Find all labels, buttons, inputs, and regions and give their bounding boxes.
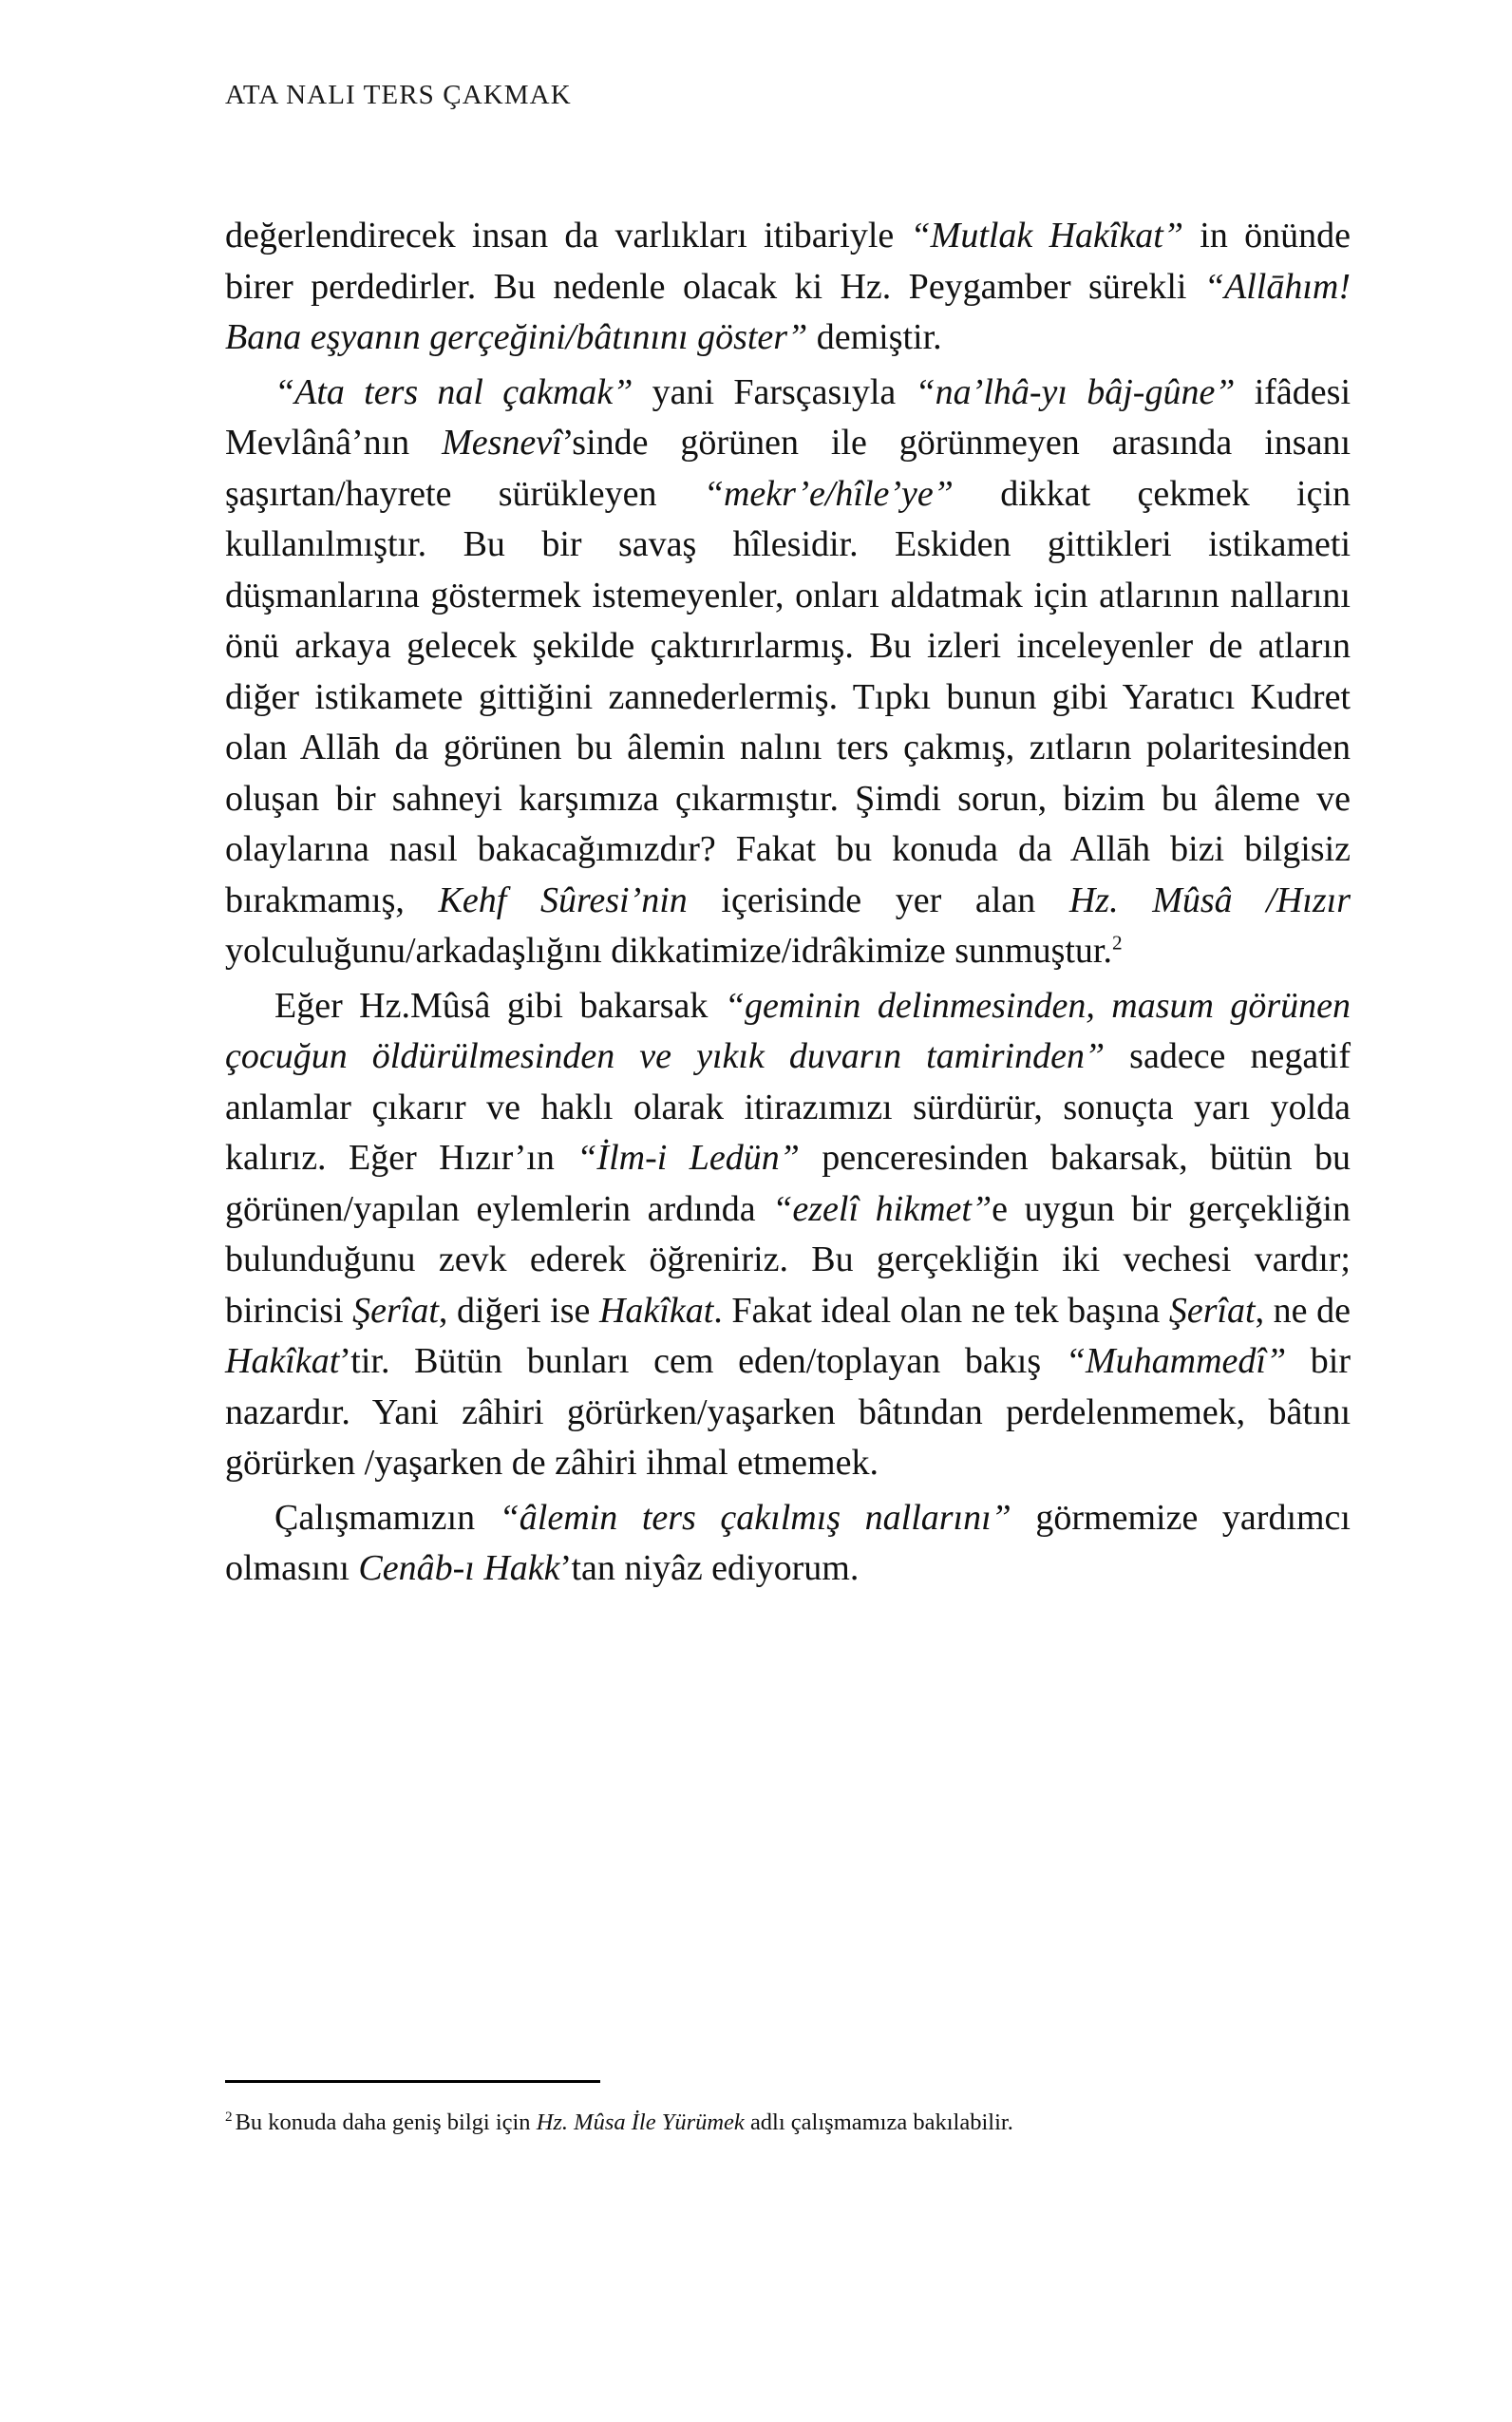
text-run: bir nazardır. Yani zâhiri görürken/yaşarken bâtından perdelenmemek, bâtını görürken /yaşarken de zâhiri ihmal etmemek. [225,1341,1351,1483]
text-run: Eğer Hz.Mûsâ gibi bakarsak [274,985,725,1026]
text-run: Çalışmamızın [274,1497,500,1538]
emphasis-text: Hz. Mûsa İle Yürümek [536,2110,745,2135]
emphasis-text: “na’lhâ-yı bâj-gûne” [915,371,1236,412]
body-text-block [225,211,1351,1595]
footnote-area [225,2080,1351,2142]
text-run: dikkat çekmek için kullanılmıştır. Bu bir savaş hîlesidir. Eskiden gittikleri istikameti düşmanlarına göstermek istemeyenler, onları aldatmak için atlarının nallarını önü arkaya gelecek şekilde çaktırırlarmış. Bu izleri inceleyenler de atların diğer istikamete gittiğini zannederlermiş. Tıpkı bunun gibi Yaratıcı Kudret olan Allāh da görünen bu âlemin nalını ters çakmış, zıtların polaritesinden oluşan bir sahneyi karşımıza çıkarmıştır. Şimdi sorun, bizim bu âleme ve olaylarına nasıl bakacağımızdır? Fakat bu konuda da Allāh bizi bilgisiz bırakmamış, [225,473,1351,920]
text-run: penceresinden bakarsak, bütün bu görünen/yapılan eylemlerin ardında [225,1138,1351,1229]
emphasis-text: Kehf Sûresi’nin [438,880,688,920]
text-run: e uygun bir gerçekliğin bulunduğunu zevk ederek öğreniriz. Bu gerçekliğin iki vechesi vardır; birincisi [225,1188,1351,1331]
emphasis-text: “âlemin ters çakılmış nallarını” [499,1497,1011,1538]
text-run: değerlendirecek insan da varlıkları itibariyle [225,216,911,255]
emphasis-text: Cenâb-ı Hakk [358,1548,560,1588]
emphasis-text: Şerîat [352,1290,439,1331]
paragraph [225,981,1351,1489]
running-head: ATA NALI TERS ÇAKMAK [225,80,572,110]
text-run: demiştir. [807,317,942,357]
text-run: ’tir. Bütün bunları cem eden/toplayan bakış [339,1341,1066,1381]
text-run: Bu konuda daha geniş bilgi için [235,2110,537,2135]
footnote-separator-rule [225,2080,600,2083]
paragraph [225,1493,1351,1595]
emphasis-text: “ezelî hikmet” [772,1188,992,1229]
emphasis-text: “Allāhım! Bana eşyanın gerçeğini/bâtınını göster” [225,266,1351,357]
emphasis-text: Şerîat [1168,1290,1256,1331]
text-run: in önünde birer perdedirler. Bu nedenle olacak ki Hz. Peygamber sürekli [225,216,1351,307]
emphasis-text: Hz. Mûsâ /Hızır [1068,880,1351,920]
emphasis-text: “geminin delinmesinden, masum görünen çocuğun öldürülmesinden ve yıkık duvarın tamirinden” [225,985,1351,1076]
text-run: . Fakat ideal olan ne tek başına [713,1290,1169,1331]
text-run: yolculuğunu/arkadaşlığını dikkatimize/idrâkimize sunmuştur. [225,931,1112,971]
text-run: ifâdesi Mevlânâ’nın [225,371,1351,463]
text-run: sadece negatif anlamlar çıkarır ve haklı olarak itirazımızı sürdürür, sonuçta yarı yolda kalırız. Eğer Hızır’ın [225,1036,1351,1178]
footnote-reference-marker[interactable]: 2 [1112,931,1123,955]
text-run: yani Farsçasıyla [633,371,916,412]
paragraph [225,368,1351,977]
text-run: içerisinde yer alan [687,880,1069,920]
footnote-item [225,2104,1351,2142]
text-run: ’tan niyâz ediyorum. [559,1548,860,1588]
emphasis-text: “mekr’e/hîle’ye” [703,473,954,514]
text-run: , diğeri ise [438,1290,599,1331]
emphasis-text: Mesnevî [442,423,562,463]
text-run: , ne de [1255,1290,1351,1331]
emphasis-text: Hakîkat [598,1290,714,1331]
emphasis-text: “İlm-i Ledün” [576,1138,800,1178]
emphasis-text: “Ata ters nal çakmak” [274,371,633,412]
emphasis-text: Hakîkat [225,1341,340,1381]
text-run: görmemize yardımcı olmasını [225,1497,1351,1588]
footnote-number: 2 [225,2108,233,2125]
emphasis-text: “Mutlak Hakîkat” [910,216,1183,255]
emphasis-text: “Muhammedî” [1065,1341,1287,1381]
paragraph [225,211,1351,364]
text-run: ’sinde görünen ile görünmeyen arasında insanı şaşırtan/hayrete sürükleyen [225,423,1351,514]
footnote-text [236,2110,1013,2135]
text-run: adlı çalışmamıza bakılabilir. [744,2110,1013,2135]
